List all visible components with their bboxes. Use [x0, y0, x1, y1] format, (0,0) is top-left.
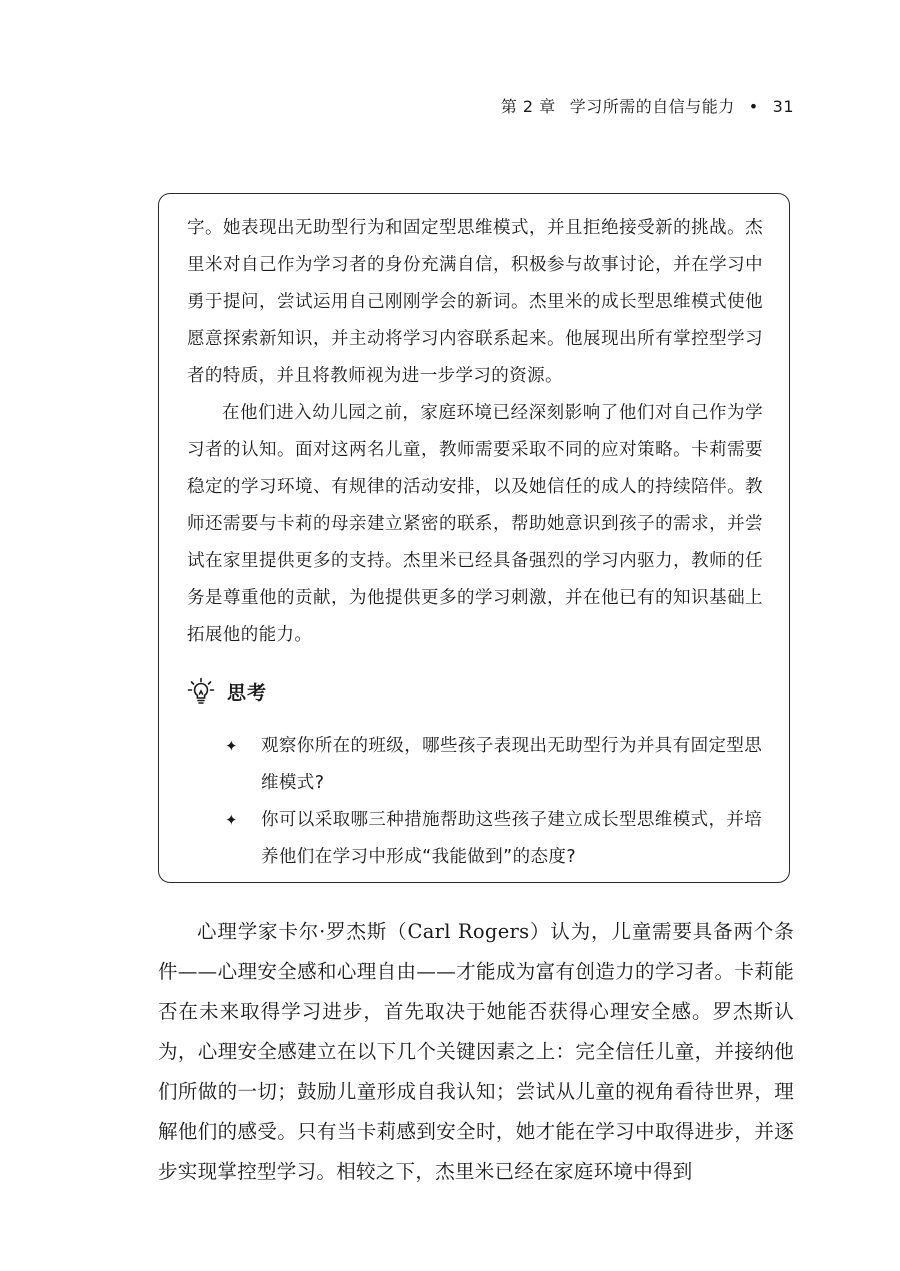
four-point-star-icon: ✦: [225, 811, 238, 829]
chapter-title: 学习所需的自信与能力: [569, 97, 735, 116]
question-text: 你可以采取哪三种措施帮助这些孩子建立成长型思维模式，并培养他们在学习中形成“我能做到”的态度?: [261, 810, 763, 867]
list-item: [225, 728, 773, 802]
reflection-questions: [225, 728, 773, 876]
question-text: 观察你所在的班级，哪些孩子表现出无助型行为并具有固定型思维模式?: [261, 736, 763, 793]
body-paragraph: 心理学家卡尔·罗杰斯（Carl Rogers）认为，儿童需要具备两个条件——心理安全感和心理自由——才能成为富有创造力的学习者。卡莉能否在未来取得学习进步，首先取决于她能否获得心理安全感。罗杰斯认为，心理安全感建立在以下几个关键因素之上：完全信任儿童，并接纳他们所做的一切；鼓励儿童形成自我认知；尝试从儿童的视角看待世界，理解他们的感受。只有当卡莉感到安全时，她才能在学习中取得进步，并逐步实现掌控型学习。相较之下，杰里米已经在家庭环境中得到: [158, 920, 794, 1183]
case-paragraph-1: 字。她表现出无助型行为和固定型思维模式，并且拒绝接受新的挑战。杰里米对自己作为学习者的身份充满自信，积极参与故事讨论，并在学习中勇于提问，尝试运用自己刚刚学会的新词。杰里米的成长型思维模式使他愿意探索新知识，并主动将学习内容联系起来。他展现出所有掌控型学习者的特质，并且将教师视为进一步学习的资源。: [187, 218, 763, 386]
think-title: 思考: [227, 681, 268, 704]
case-paragraph-2: 在他们进入幼儿园之前，家庭环境已经深刻影响了他们对自己作为学习者的认知。面对这两名儿童，教师需要采取不同的应对策略。卡莉需要稳定的学习环境、有规律的活动安排，以及她信任的成人的持续陪伴。教师还需要与卡莉的母亲建立紧密的联系，帮助她意识到孩子的需求，并尝试在家里提供更多的支持。杰里米已经具备强烈的学习内驱力，教师的任务是尊重他的贡献，为他提供更多的学习刺激，并在他已有的知识基础上拓展他的能力。: [187, 403, 763, 645]
four-point-star-icon: ✦: [225, 737, 238, 755]
lightbulb-icon: [187, 677, 215, 705]
case-study-text: [187, 210, 763, 654]
chapter-label: 第 2 章: [500, 97, 556, 116]
body-text: [158, 912, 794, 1192]
header-separator: •: [748, 97, 759, 116]
think-heading: [187, 676, 267, 706]
page-number: 31: [772, 97, 794, 116]
running-header: [501, 96, 794, 118]
list-item: [225, 802, 773, 876]
case-study-box: [158, 193, 790, 883]
